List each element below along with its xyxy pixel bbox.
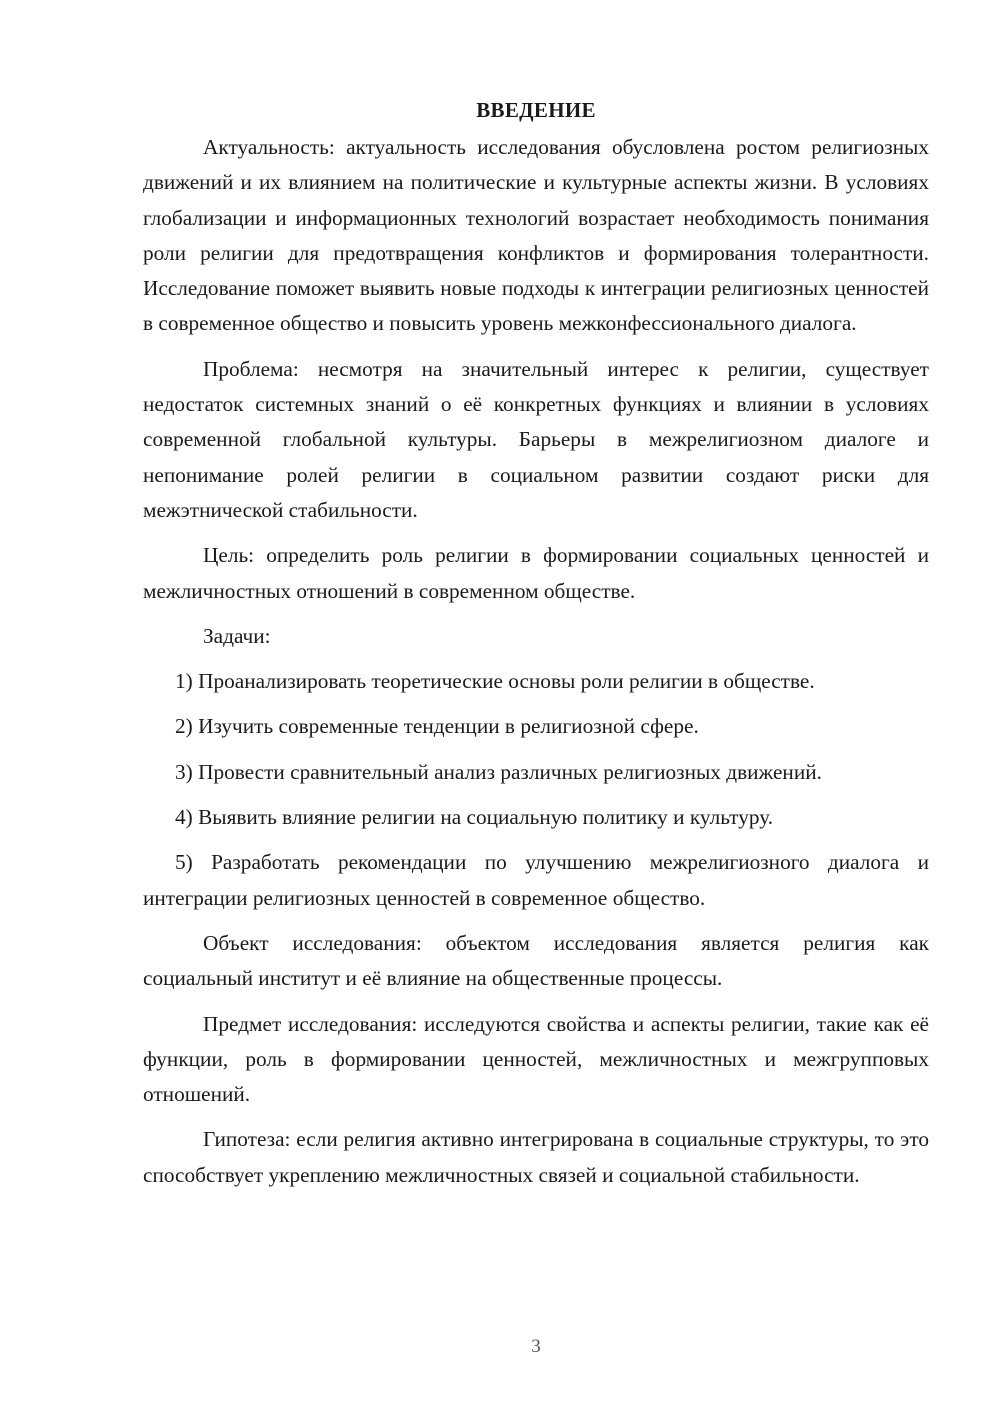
section-heading: ВВЕДЕНИЕ [476,98,596,122]
task-item-4: 4) Выявить влияние религии на социальную политику и культуру. [175,805,774,830]
goal-paragraph: Цель: определить роль религии в формировании социальных ценностей и межличностных отношений в современном обществе. [143,543,929,603]
document-page [143,95,929,1203]
object-paragraph: Объект исследования: объектом исследования является религия как социальный институт и её влияние на общественные процессы. [143,930,929,991]
problem-paragraph: Проблема: несмотря на значительный интерес к религии, существует недостаток системных знаний о её конкретных функциях и влиянии в условиях современной глобальной культуры. Барьеры в межрелигиозном диалоге и непонимание ролей религии в социальном развитии создают риски для межэтнической стабильности. [143,356,929,522]
tasks-label: Задачи: [203,623,271,648]
task-item-2: 2) Изучить современные тенденции в религиозной сфере. [175,714,699,739]
task-item-3: 3) Провести сравнительный анализ различных религиозных движений. [175,759,822,784]
task-item-1: 1) Проанализировать теоретические основы роли религии в обществе. [175,669,815,694]
task-item-5: 5) Разработать рекомендации по улучшению межрелигиозного диалога и интеграции религиозных ценностей в современное общество. [143,850,929,910]
relevance-paragraph: Актуальность: актуальность исследования обусловлена ростом религиозных движений и их влиянием на политические и культурные аспекты жизни. В условиях глобализации и информационных технологий возрастает необходимость понимания роли религии для предотвращения конфликтов и формирования толерантности. Исследование поможет выявить новые подходы к интеграции религиозных ценностей в современное общество и повысить уровень межконфессионального диалога. [143,135,929,336]
hypothesis-paragraph: Гипотеза: если религия активно интегрирована в социальные структуры, то это способствует укреплению межличностных связей и социальной стабильности. [143,1127,929,1187]
subject-paragraph: Предмет исследования: исследуются свойства и аспекты религии, такие как её функции, роль в формировании ценностей, межличностных и межгрупповых отношений. [143,1011,929,1107]
page-number: 3 [531,1336,541,1357]
